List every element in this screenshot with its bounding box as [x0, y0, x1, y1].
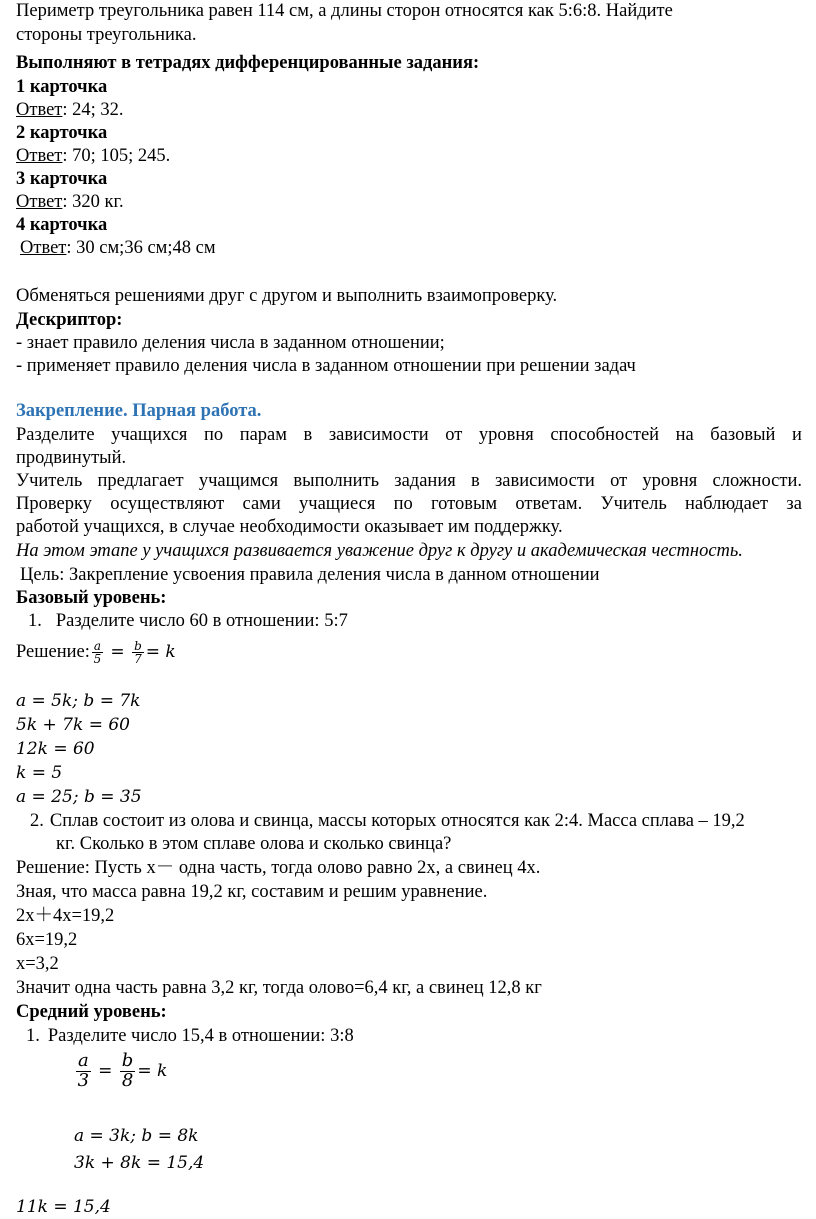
answer-value: : 30 см;36 см;48 см — [66, 238, 216, 258]
fraction-a-over-5: $\frac{a}{5}$ — [93, 638, 102, 667]
word: способностей — [550, 425, 660, 445]
middle-step-3: 11k = 15,4 — [16, 1197, 111, 1217]
middle-step-2: 3k + 8k = 15,4 — [74, 1153, 205, 1173]
middle-level-title: Средний уровень: — [16, 1002, 167, 1022]
word: за — [786, 494, 802, 514]
word: от — [610, 471, 628, 491]
basic-solution-equation: Решение: $\frac{a}{5}$ = $\frac{b}{7}$ = k — [16, 638, 176, 667]
basic-step-5: a = 25; b = 35 — [16, 787, 142, 807]
middle-solution-equation: $\frac{a}{3}$ = $\frac{b}{8}$ = k — [77, 1050, 168, 1092]
cards-heading: Выполняют в тетрадях дифференцированные задания: — [16, 53, 480, 73]
justified-line — [16, 493, 802, 516]
word: в — [470, 471, 480, 491]
consolidation-title: Закрепление. Парная работа. — [16, 401, 262, 421]
consolidation-goal: Цель: Закрепление усвоения правила деления числа в данном отношении — [20, 565, 600, 585]
word: сложности. — [712, 471, 802, 491]
task-text: Сплав состоит из олова и свинца, массы которых относятся как 2:4. Масса сплава – 19,2 — [49, 811, 745, 831]
card-2-answer — [16, 145, 170, 168]
intro-line-2: стороны треугольника. — [16, 25, 197, 45]
justified-line — [16, 424, 802, 447]
intro-line-1: Периметр треугольника равен 114 см, а длины сторон относятся как 5:6:8. Найдите — [16, 1, 673, 21]
word: предлагает — [97, 471, 184, 491]
word: и — [791, 425, 802, 445]
word: ответам. — [515, 494, 583, 514]
basic-solution-2-step-3: х=3,2 — [16, 954, 59, 974]
answer-label: Ответ — [16, 192, 63, 212]
word: осуществляют — [110, 494, 225, 514]
consolidation-p2-line-2 — [16, 493, 802, 516]
basic-task-2-line-2: кг. Сколько в этом сплаве олова и сколько свинца? — [56, 834, 452, 854]
word: по — [203, 425, 224, 445]
equation-tail: = k — [137, 1061, 168, 1081]
word: зависимости — [328, 425, 429, 445]
word: сами — [242, 494, 281, 514]
fraction-b-over-8: $\frac{b}{8}$ — [121, 1050, 134, 1092]
answer-label: Ответ — [20, 238, 67, 258]
word: на — [675, 425, 694, 445]
basic-step-1: a = 5k; b = 7k — [16, 691, 141, 711]
task-number: 1. — [28, 611, 42, 631]
word: Учитель — [600, 494, 667, 514]
word: выполнить — [293, 471, 380, 491]
word: готовым — [431, 494, 498, 514]
answer-value: : 24; 32. — [62, 100, 124, 120]
card-2-title: 2 карточка — [16, 123, 108, 143]
word: Учитель — [16, 471, 83, 491]
basic-step-2: 5k + 7k = 60 — [16, 715, 130, 735]
basic-task-2 — [30, 810, 745, 833]
middle-step-1: a = 3k; b = 8k — [74, 1126, 199, 1146]
word: Разделите — [16, 425, 95, 445]
word: в — [303, 425, 313, 445]
word: базовый — [710, 425, 776, 445]
word: учащихся — [111, 425, 188, 445]
basic-solution-2-step-1: 2х＋4х=19,2 — [16, 906, 115, 926]
word: Проверку — [16, 494, 92, 514]
middle-task-1 — [26, 1025, 354, 1048]
descriptor-title: Дескриптор: — [16, 310, 123, 330]
card-3-title: 3 карточка — [16, 169, 108, 189]
task-text: Разделите число 60 в отношении: 5:7 — [55, 611, 348, 631]
word: уровня — [642, 471, 698, 491]
basic-solution-2-line-2: Зная, что масса равна 19,2 кг, составим и решим уравнение. — [16, 882, 488, 902]
basic-solution-2-conclusion: Значит одна часть равна 3,2 кг, тогда олово=6,4 кг, а свинец 12,8 кг — [16, 978, 542, 998]
basic-level-title: Базовый уровень: — [16, 588, 167, 608]
task-number: 1. — [26, 1026, 40, 1046]
word: наблюдает — [685, 494, 769, 514]
consolidation-p2-line-3: работой учащихся, в случае необходимости оказывает им поддержку. — [16, 517, 563, 537]
word: по — [393, 494, 413, 514]
consolidation-p1 — [16, 424, 802, 447]
card-3-answer — [16, 191, 124, 214]
answer-label: Ответ — [16, 146, 63, 166]
basic-step-4: k = 5 — [16, 763, 63, 783]
card-4-answer — [20, 237, 216, 260]
fraction-a-over-3: $\frac{a}{3}$ — [77, 1050, 90, 1092]
task-text: Разделите число 15,4 в отношении: 3:8 — [47, 1026, 354, 1046]
consolidation-italic-note: На этом этапе у учащихся развивается уважение друг к другу и академическая честность. — [16, 541, 743, 561]
word: учащимся — [198, 471, 279, 491]
word: задания — [394, 471, 456, 491]
answer-label: Ответ — [16, 100, 63, 120]
word: уровня — [478, 425, 534, 445]
equation-tail: = k — [145, 642, 176, 662]
descriptor-item-2: - применяет правило деления числа в заданном отношении при решении задач — [16, 356, 636, 376]
task-number: 2. — [30, 811, 44, 831]
basic-solution-2-step-2: 6х=19,2 — [16, 930, 78, 950]
answer-value: : 320 кг. — [62, 192, 124, 212]
word: зависимости — [494, 471, 595, 491]
solution-label: Решение: — [16, 642, 90, 662]
fraction-b-over-7: $\frac{b}{7}$ — [134, 638, 142, 667]
answer-value: : 70; 105; 245. — [62, 146, 171, 166]
word: от — [445, 425, 463, 445]
card-4-title: 4 карточка — [16, 215, 108, 235]
card-1-title: 1 карточка — [16, 77, 108, 97]
word: учащиеся — [299, 494, 376, 514]
card-1-answer — [16, 99, 124, 122]
basic-task-1 — [28, 610, 348, 633]
justified-line — [16, 470, 802, 493]
consolidation-p2 — [16, 470, 802, 493]
consolidation-p1-line-2: продвинутый. — [16, 448, 127, 468]
descriptor-item-1: - знает правило деления числа в заданном отношении; — [16, 333, 445, 353]
exchange-instruction: Обменяться решениями друг с другом и выполнить взаимопроверку. — [16, 286, 558, 306]
basic-solution-2-line-1: Решение: Пусть х－ одна часть, тогда олово равно 2х, а свинец 4х. — [16, 858, 541, 878]
word: парам — [239, 425, 287, 445]
basic-step-3: 12k = 60 — [16, 739, 95, 759]
